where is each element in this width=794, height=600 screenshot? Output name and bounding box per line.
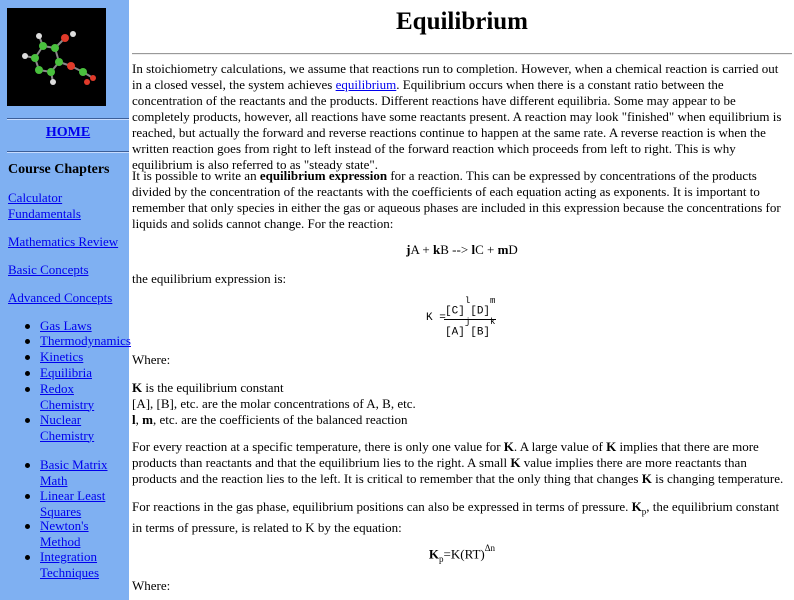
chapter-link-basic[interactable] — [8, 262, 128, 278]
sublink-kinetics[interactable] — [40, 349, 130, 365]
reaction-equation: jA + kB --> lC + mD — [406, 242, 518, 257]
sublink-text[interactable]: Techniques — [40, 564, 100, 580]
bullet-icon — [25, 324, 30, 329]
divider — [7, 118, 129, 120]
sublink-thermodynamics[interactable] — [40, 333, 130, 349]
equilibrium-expression: K = $[C]^l[D]^m$ $[A]^j[B]^k$ — [426, 296, 496, 339]
bullet-icon — [25, 463, 30, 468]
chapter-link-calculator[interactable] — [8, 190, 128, 222]
chapter-link-text[interactable]: Advanced Concepts — [8, 290, 113, 305]
sublink-matrix[interactable] — [40, 457, 130, 488]
chapter-link-mathematics[interactable] — [8, 234, 128, 250]
sublink-text[interactable]: Kinetics — [40, 349, 84, 364]
where-label-2: Where: — [132, 578, 171, 593]
bullet-icon — [25, 524, 30, 529]
chapters-heading: Course Chapters — [8, 162, 110, 177]
chapter-link-text[interactable]: Mathematics Review — [8, 234, 119, 249]
sublink-text[interactable]: Squares — [40, 503, 82, 519]
sublink-newtons-method[interactable] — [40, 518, 130, 549]
sublink-text[interactable]: Gas Laws — [40, 318, 92, 333]
paragraph-intro: In stoichiometry calculations, we assume that reactions run to completion. However, when a chemical reaction is carried out in a closed vessel, the system achieves equilibrium. Equilibrium occurs when there is a constant ratio between the concentration of the reactants and the products. Different reactions have different equilibria. Some may appear to be completely products, however, all reactions have some reactants present. A reaction may look "finished" when equilibrium is reached, but actually the forward and reverse reactions continue to happen at the same rate. A reverse reaction is when the written reaction goes from right to left instead of the forward reaction which proceeds from left to right. This is why equilibrium is also referred to as "steady state". — [132, 61, 782, 172]
sublink-text[interactable]: Basic Matrix — [40, 457, 108, 472]
sublink-text[interactable]: Chemistry — [40, 396, 95, 412]
chapter-link-text[interactable]: Calculator — [8, 190, 63, 205]
bullet-icon — [25, 371, 30, 376]
chapter-link-text[interactable]: Fundamentals — [8, 206, 81, 221]
divider — [7, 151, 129, 153]
bullet-icon — [25, 387, 30, 392]
where-label: Where: — [132, 352, 171, 367]
bullet-icon — [25, 418, 30, 423]
chapter-link-advanced[interactable] — [8, 290, 128, 306]
sublink-text[interactable]: Equilibria — [40, 365, 92, 380]
fraction-bar — [444, 319, 496, 320]
home-link-text[interactable]: HOME — [45, 125, 91, 140]
chapter-link-text[interactable]: Basic Concepts — [8, 262, 89, 277]
sublink-equilibria[interactable] — [40, 365, 130, 381]
paragraph-pressure: For reactions in the gas phase, equilibrium positions can also be expressed in terms of pressure. $K_p$, the equilibrium constant in terms of pressure, is related to K by the equation: — [132, 499, 780, 535]
expression-intro: the equilibrium expression is: — [132, 271, 287, 286]
bullet-icon — [25, 355, 30, 360]
sublink-text[interactable]: Nuclear — [40, 412, 82, 427]
home-link[interactable] — [7, 125, 129, 141]
sidebar — [0, 0, 129, 600]
title-divider — [132, 53, 792, 55]
definition-concentrations: [A], [B], etc. are the molar concentrations of A, B, etc. — [132, 396, 416, 411]
kp-equation: $K_p=K(RT)^{\Delta n}$ — [428, 543, 496, 564]
page-title: Equilibrium — [396, 8, 528, 35]
equilibrium-link[interactable]: equilibrium — [335, 77, 397, 92]
sublink-text[interactable]: Math — [40, 472, 68, 488]
sublink-text[interactable]: Newton's — [40, 518, 89, 533]
paragraph-k-value: For every reaction at a specific temperature, there is only one value for K. A large value of K implies that there are more products than reactants and that the equilibrium lies to the right. A small K value implies there are more reactants than products and the reaction lies to the left. It is critical to remember that the only thing that changes K is changing temperature. — [132, 439, 784, 486]
sublink-nuclear[interactable] — [40, 412, 130, 443]
sublink-text[interactable]: Method — [40, 533, 81, 549]
bullet-icon — [25, 494, 30, 499]
bullet-icon — [25, 339, 30, 344]
definition-coefficients: l, m, etc. are the coefficients of the balanced reaction — [132, 412, 408, 427]
definition-k: K is the equilibrium constant — [132, 380, 284, 395]
sublink-gas-laws[interactable] — [40, 318, 130, 334]
sublink-text[interactable]: Linear Least — [40, 488, 106, 503]
sublink-redox[interactable] — [40, 381, 130, 412]
bullet-icon — [25, 555, 30, 560]
sublink-text[interactable]: Redox — [40, 381, 74, 396]
sublink-text[interactable]: Integration — [40, 549, 98, 564]
sublink-text[interactable]: Chemistry — [40, 427, 95, 443]
sublink-least-squares[interactable] — [40, 488, 130, 519]
sublink-integration[interactable] — [40, 549, 130, 580]
sublink-text[interactable]: Thermodynamics — [40, 333, 131, 348]
paragraph-expression: It is possible to write an equilibrium expression for a reaction. This can be expressed by concentrations of the products divided by the concentration of the reactants with the coefficients of each equation acting as exponents. It is important to remember that only species in either the gas or aqueous phases are included in this expression because the concentrations for liquids and solids cannot change. For the reaction: — [132, 168, 781, 231]
molecule-model-icon — [7, 8, 106, 106]
